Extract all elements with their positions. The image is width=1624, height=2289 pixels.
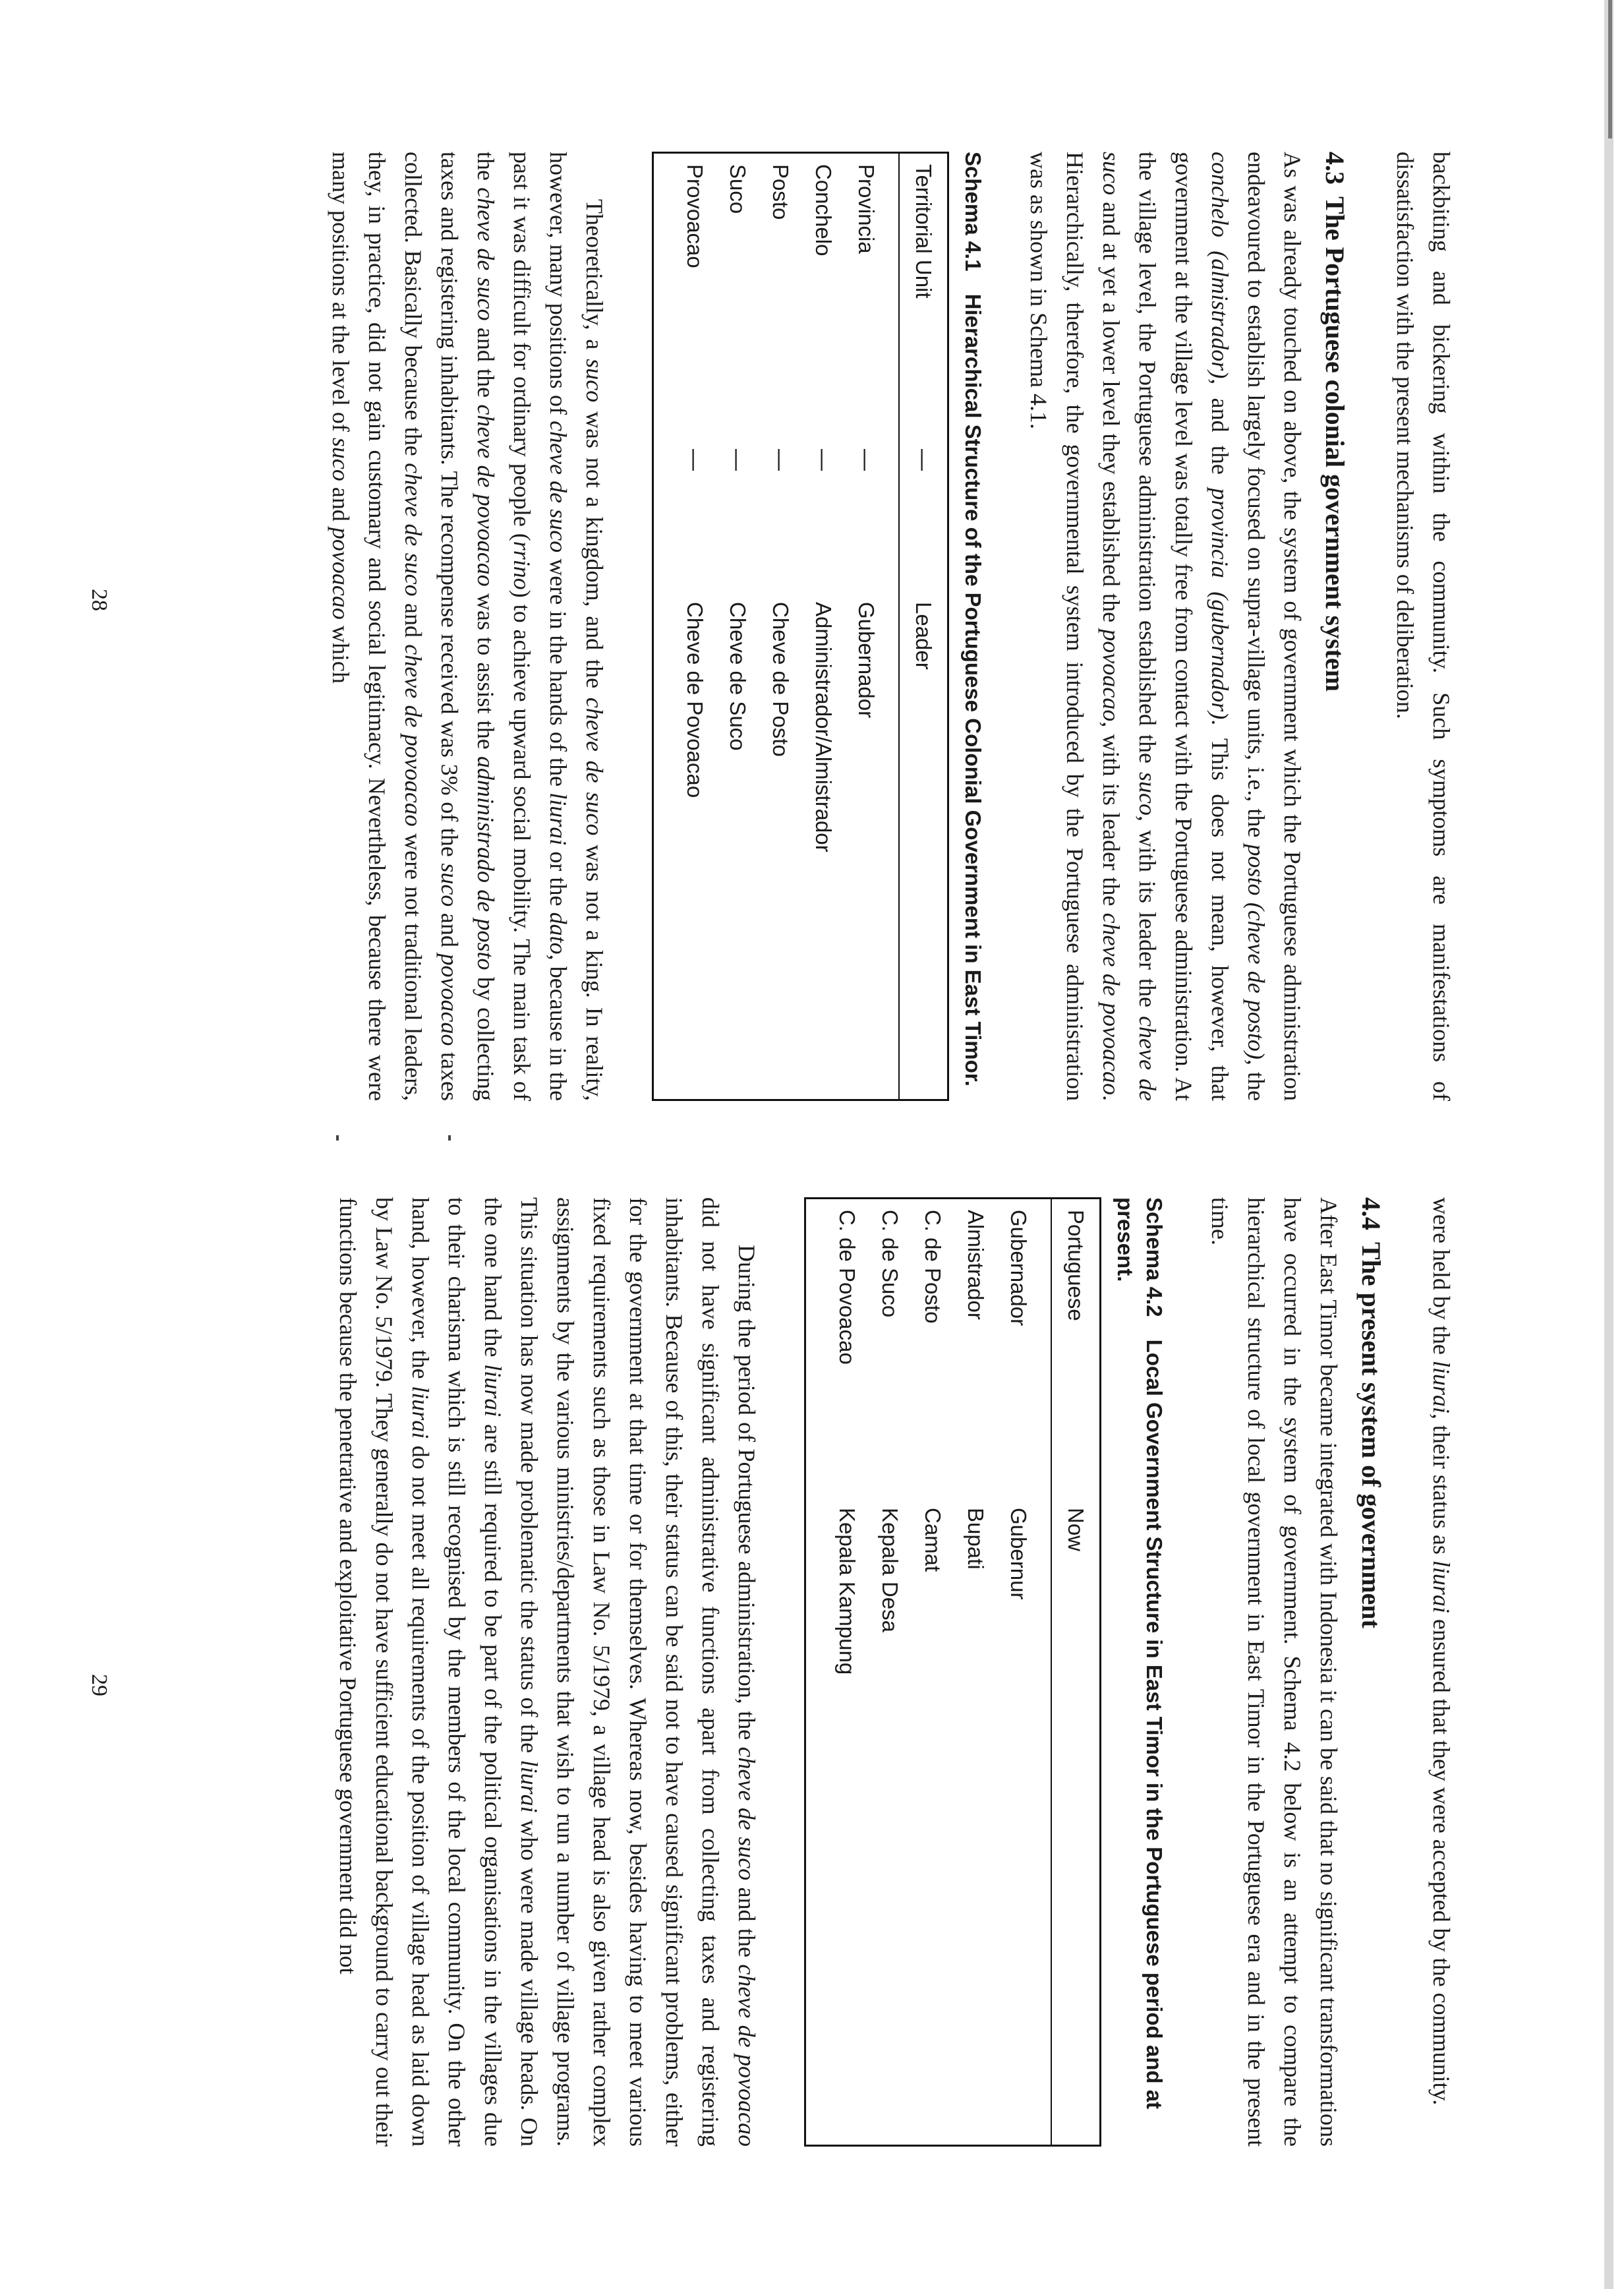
column-header-now: Now <box>1051 1497 1101 2146</box>
cell-now: Kepala Desa <box>878 1508 903 1632</box>
cell-now: Camat <box>921 1508 946 1572</box>
page-number: 28 <box>87 589 111 611</box>
section-title: The Portuguese colonial government system <box>1320 196 1350 692</box>
cell-dash: — <box>726 449 751 471</box>
schema-4-1-caption <box>958 152 987 1101</box>
table-row <box>954 1199 997 2146</box>
table-header-row <box>899 153 948 1100</box>
cell-unit: Provoacao <box>683 164 708 268</box>
paragraph-carryover: were held by the liurai, their status as liurai ensured that they were accepted by the community. <box>1428 1197 1455 2106</box>
cell-dash: — <box>811 449 836 471</box>
cell-unit: Provincia <box>854 164 879 254</box>
cell-dash: — <box>683 449 708 471</box>
cell-leader: Gubernador <box>854 602 879 719</box>
schema-title: Local Government Structure in East Timor in the Portuguese period and at present. <box>1113 1197 1167 2110</box>
text-column <box>330 1197 1459 2147</box>
column-header-portuguese: Portuguese <box>1051 1199 1101 1498</box>
section-title: The present system of government <box>1356 1242 1386 1628</box>
page-number: 29 <box>87 1674 111 1696</box>
section-heading-4-4 <box>1353 1197 1389 2147</box>
table-row <box>912 1199 954 2146</box>
table-header-row <box>1051 1199 1101 2146</box>
schema-label: Schema 4.1 <box>961 152 985 272</box>
page-29 <box>0 1144 1624 2289</box>
page-28 <box>0 0 1624 1144</box>
scan-speck <box>448 1135 451 1141</box>
schema-4-1-table <box>652 152 949 1101</box>
section-number: 4.4 <box>1356 1197 1386 1230</box>
cell-unit: Posto <box>768 164 794 220</box>
text-column <box>322 152 1459 1101</box>
column-header-dash: — <box>899 438 948 591</box>
table-row <box>716 153 759 1100</box>
table-row <box>805 1199 869 2146</box>
cell-portuguese: Almistrador <box>964 1210 989 1320</box>
cell-leader: Administrador/Almistrador <box>811 602 836 852</box>
cell-unit: Suco <box>726 164 751 214</box>
section-number: 4.3 <box>1320 152 1350 185</box>
table-row <box>997 1199 1051 2146</box>
paragraph-portuguese-period: During the period of Portuguese administration, the cheve de suco and the cheve de povoacao did not have significant administrative functions apart from collecting taxes and registering inhabitants. Because of this, their status can be said not to have caused significant problems, either for the government at that time or for themselves. Whereas now, besides having to meet various fixed requirements such as those in Law No. 5/1979, a village head is also given rather complex assignments by the various ministries/departments that wish to run a number of village programs. This situation has now made problematic the status of the liurai who were made village heads. On the one hand the liurai are still required to be part of the political organisations in the villages due to their charisma which is still recognised by the members of the local community. On the other hand, however, the liurai do not meet all requirements of the position of village head as laid down by Law No. 5/1979. They generally do not have sufficient educational background to carry out their functions because the penetrative and exploitative Portuguese government did not <box>335 1197 760 2147</box>
section-heading-4-3 <box>1317 152 1352 1101</box>
table-row <box>869 1199 912 2146</box>
paragraph-carryover: backbiting and bickering within the community. Such symptoms are manifestations of dissatisfaction with the present mechanisms of deliberation. <box>1392 152 1455 1101</box>
cell-dash: — <box>768 449 794 471</box>
column-header-territorial-unit: Territorial Unit <box>899 153 948 439</box>
paragraph-colonial-system: As was already touched on above, the system of government which the Portuguese administration endeavoured to establish largely focused on supra-village units, i.e., the posto (cheve de posto), the conchelo (almistrador), and the provincia (gubernador). This does not mean, however, that government at the village level was totally free from contact with the Portuguese administration. At the village level, the Portuguese administration established the suco, with its leader the cheve de suco and at yet a lower level they established the povoacao, with its leader the cheve de povoacao. Hierarchically, therefore, the governmental system introduced by the Portuguese administration was as shown in Schema 4.1. <box>1026 152 1306 1102</box>
schema-4-2-table <box>804 1197 1101 2147</box>
cell-leader: Cheve de Suco <box>726 602 751 751</box>
cell-now: Kepala Kampung <box>835 1508 860 1675</box>
schema-title: Hierarchical Structure of the Portuguese Colonial Government in East Timor. <box>961 293 985 1086</box>
table-row <box>759 153 802 1100</box>
cell-portuguese: Gubernador <box>1006 1210 1031 1326</box>
cell-leader: Cheve de Posto <box>768 602 794 757</box>
cell-now: Bupati <box>964 1508 989 1570</box>
cell-dash: — <box>854 449 879 471</box>
cell-leader: Cheve de Povoacao <box>683 602 708 798</box>
cell-unit: Conchelo <box>811 164 836 256</box>
table-row <box>653 153 717 1100</box>
paragraph-present-system: After East Timor became integrated with Indonesia it can be said that no significant transformations have occurred in the system of government. Schema 4.2 below is an attempt to compare the hierarchical structure of local government in East Timor in the Portuguese era and in the present time. <box>1207 1197 1342 2147</box>
schema-4-2-caption <box>1111 1197 1169 2147</box>
scan-speck <box>336 1135 339 1141</box>
cell-portuguese: C. de Posto <box>921 1210 946 1324</box>
table-row <box>802 153 845 1100</box>
cell-portuguese: C. de Povoacao <box>835 1210 860 1365</box>
table-row <box>845 153 899 1100</box>
cell-now: Gubernur <box>1006 1508 1031 1600</box>
cell-portuguese: C. de Suco <box>878 1210 903 1318</box>
schema-label: Schema 4.2 <box>1142 1197 1167 1317</box>
column-header-leader: Leader <box>899 591 948 1100</box>
paragraph-suco-theory: Theoretically, a suco was not a kingdom, and the cheve de suco was not a king. In reality, however, many positions of cheve de suco were in the hands of the liurai or the dato, because in the past it was difficult for ordinary people (rrino) to achieve upward social mobility. The main task of the cheve de suco and the cheve de povoacao was to assist the administrado de posto by collecting taxes and registering inhabitants. The recompense received was 3% of the suco and povoacao taxes collected. Basically because the cheve de suco and cheve de povoacao were not traditional leaders, they, in practice, did not gain customary and social legitimacy. Nevertheless, because there were many positions at the level of suco and povoacao which <box>328 152 608 1102</box>
